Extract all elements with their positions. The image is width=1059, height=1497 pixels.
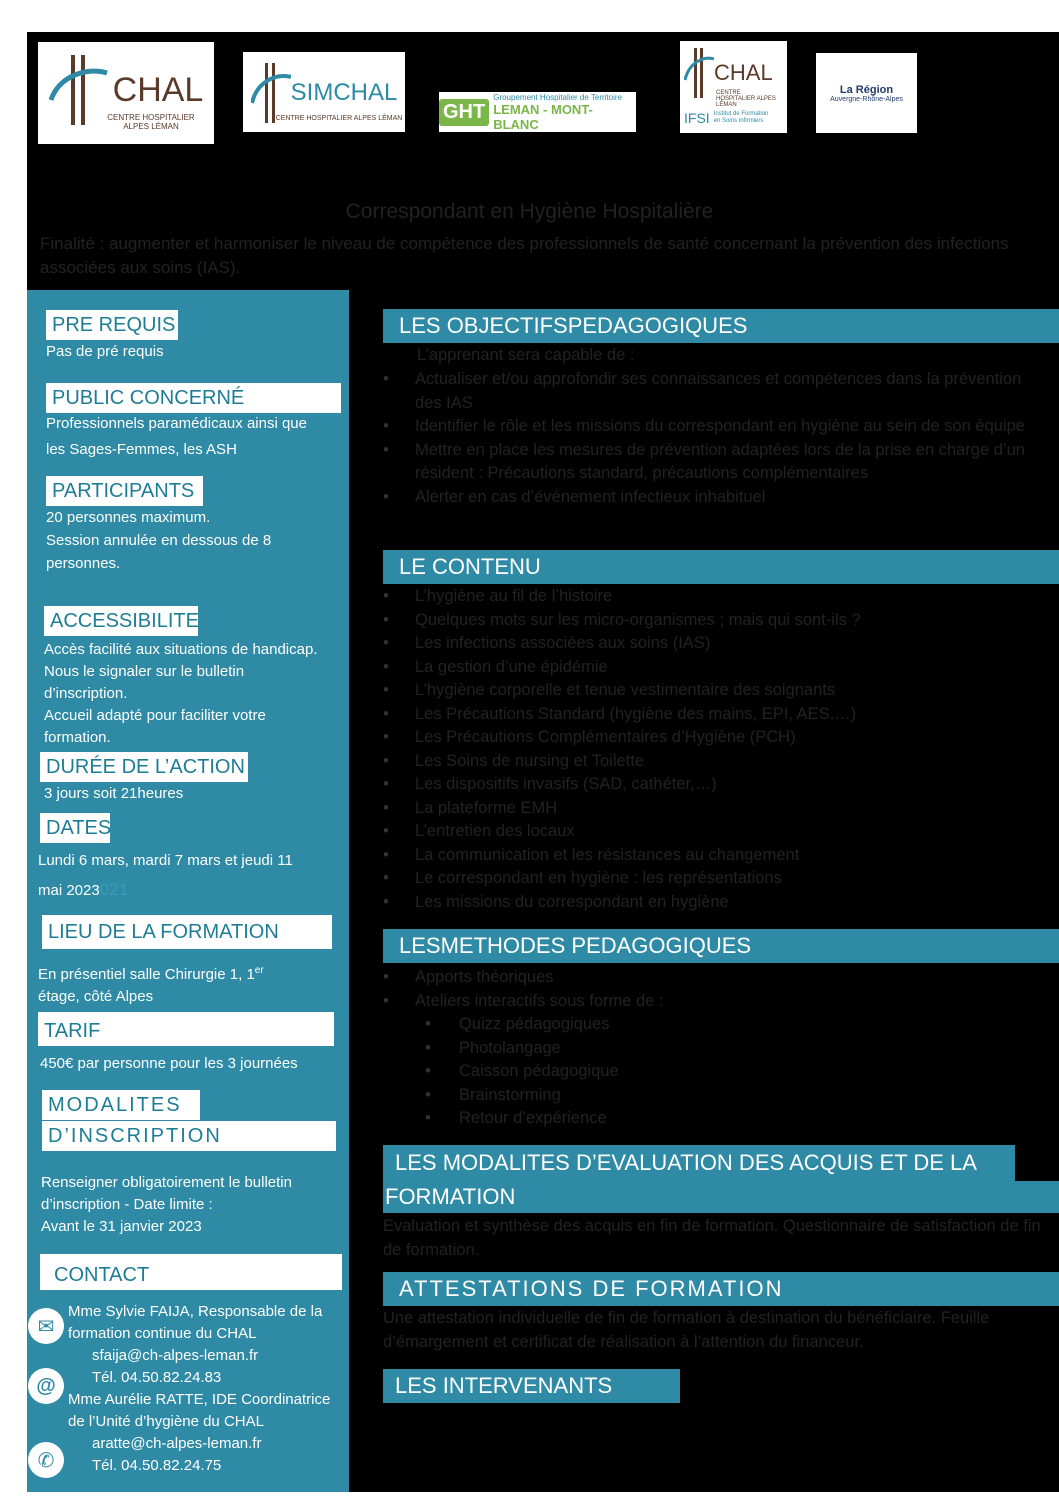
logo-region xyxy=(816,53,917,133)
contact-line: de l’Unité d’hygiène du CHAL xyxy=(68,1413,264,1430)
duree-text: 3 jours soit 21heures xyxy=(44,785,184,802)
methodes-list xyxy=(383,966,1043,1013)
ght-line2: LEMAN - MONT-BLANC xyxy=(493,101,593,132)
participants-text xyxy=(46,506,271,575)
methodes-sublist xyxy=(383,1013,1043,1131)
mail-icon: ✉ xyxy=(28,1308,64,1344)
list-item: • Retour d’expérience xyxy=(383,1107,1043,1131)
chal-logo-name: CHAL xyxy=(112,70,204,109)
contact-text xyxy=(68,1301,330,1477)
finalite-text: Finalité : augmenter et harmoniser le niveau de compétence des professionnels de santé concernant la prévention des infections associées aux soins (IAS). xyxy=(40,234,1009,277)
list-item: • Apports théoriques xyxy=(383,966,1043,990)
ifsi-logo-sub: CENTRE HOSPITALIER ALPES LÉMAN xyxy=(716,90,776,108)
list-item: • Caisson pédagogique xyxy=(383,1060,1043,1084)
public-line: Professionnels paramédicaux ainsi que xyxy=(46,415,307,432)
chal-logo-sub: CENTRE HOSPITALIER ALPES LÉMAN xyxy=(107,113,195,131)
simchal-logo-name: SIMCHAL xyxy=(290,78,398,106)
list-item: • Actualiser et/ou approfondir ses connaissances et compétences dans la prévention des IAS xyxy=(383,368,1043,415)
dates-text xyxy=(38,846,293,905)
accessibilite-line: formation. xyxy=(44,729,111,746)
list-item: • Identifier le rôle et les missions du correspondant en hygiène au sein de son équipe xyxy=(383,415,1043,439)
ifsi-emblem-icon xyxy=(684,48,714,98)
ifsi-abbr: IFSI xyxy=(684,110,710,126)
list-item: • L’hygiène corporelle et tenue vestimentaire des soignants xyxy=(383,679,1043,703)
contact-line: formation continue du CHAL xyxy=(68,1325,257,1342)
logo-ifsi xyxy=(680,41,787,133)
list-item: • Les Précautions Standard (hygiène des mains, EPI, AES,…) xyxy=(383,703,1043,727)
public-heading: PUBLIC CONCERNÉ xyxy=(46,383,341,413)
participants-line: 20 personnes maximum. xyxy=(46,509,211,526)
lieu-line-1 xyxy=(38,960,264,986)
list-item: • La gestion d’une épidémie xyxy=(383,656,1043,680)
contact-heading: CONTACT xyxy=(40,1254,342,1290)
participants-line: Session annulée en dessous de 8 xyxy=(46,532,272,549)
dates-line-2 xyxy=(38,875,293,905)
attestations-heading: ATTESTATIONS DE FORMATION xyxy=(383,1272,1059,1306)
accessibilite-line: Accès facilité aux situations de handicap. xyxy=(44,641,318,658)
list-item: • Les dispositifs invasifs (SAD, cathéter,…) xyxy=(383,773,1043,797)
lieu-sup: er xyxy=(254,965,264,976)
list-item: • La plateforme EMH xyxy=(383,797,1043,821)
lieu-text xyxy=(38,960,264,1008)
evaluation-text: Evaluation et synthèse des acquis en fin de formation. Questionnaire de satisfaction de fin de formation. xyxy=(383,1217,1041,1259)
simchal-emblem-icon xyxy=(251,63,291,123)
ifsi-logo-name: CHAL xyxy=(714,60,773,85)
public-line: les Sages-Femmes, les ASH xyxy=(46,441,237,458)
contact-line: Mme Aurélie RATTE, IDE Coordinatrice xyxy=(68,1391,331,1408)
phone-icon: ✆ xyxy=(28,1442,64,1478)
lieu-line: En présentiel salle Chirurgie 1, 1 xyxy=(38,966,255,983)
list-item: • L’hygiène au fil de l’histoire xyxy=(383,585,1043,609)
modalites-heading-2: D’INSCRIPTION xyxy=(42,1121,336,1151)
evaluation-heading-1: LES MODALITES D’EVALUATION DES ACQUIS ET DE LA xyxy=(383,1145,1015,1181)
contenu-heading: LE CONTENU xyxy=(383,550,1059,584)
contact-email[interactable]: sfaija@ch-alpes-leman.fr xyxy=(92,1347,259,1364)
list-item: • Mettre en place les mesures de prévention adaptées lors de la prise en charge d’un résident : Précautions standard, précautions complémentaires xyxy=(383,439,1043,486)
list-item: • Brainstorming xyxy=(383,1084,1043,1108)
ght-abbr: GHT xyxy=(439,99,489,126)
duree-heading: DURÉE DE L’ACTION xyxy=(40,752,248,782)
objectifs-list xyxy=(383,368,1043,509)
list-item: • Les missions du correspondant en hygiène xyxy=(383,891,1043,915)
intervenants-heading: LES INTERVENANTS xyxy=(383,1369,680,1403)
ght-line1: Groupement Hospitalier de Territoire xyxy=(493,92,623,102)
list-item: • Les Précautions Complémentaires d’Hygiène (PCH) xyxy=(383,726,1043,750)
modalites-line: d’inscription - Date limite : xyxy=(41,1196,213,1213)
dates-line: Lundi 6 mars, mardi 7 mars et jeudi 11 xyxy=(38,852,293,869)
public-text xyxy=(46,413,307,461)
list-item: • Le correspondant en hygiène : les représentations xyxy=(383,867,1043,891)
participants-line: personnes. xyxy=(46,555,121,572)
list-item: • La communication et les résistances au changement xyxy=(383,844,1043,868)
dates-line: mai 2023 xyxy=(38,882,100,899)
accessibilite-text xyxy=(44,639,318,749)
contact-phone: Tél. 04.50.82.24.83 xyxy=(92,1369,222,1386)
prerequis-text: Pas de pré requis xyxy=(46,343,164,360)
accessibilite-line: Nous le signaler sur le bulletin xyxy=(44,663,245,680)
contact-phone: Tél. 04.50.82.24.75 xyxy=(92,1457,222,1474)
tarif-heading: TARIF xyxy=(38,1012,334,1046)
modalites-heading-1: MODALITES xyxy=(42,1090,200,1120)
contenu-list xyxy=(383,585,1043,914)
region-logo-name: La Région xyxy=(839,83,894,96)
accessibilite-heading: ACCESSIBILITE xyxy=(44,606,198,636)
page-title: Correspondant en Hygiène Hospitalière xyxy=(345,200,714,223)
methodes-heading: LESMETHODES PEDAGOGIQUES xyxy=(383,929,1059,963)
dates-heading: DATES xyxy=(40,813,110,843)
accessibilite-line: Accueil adapté pour faciliter votre xyxy=(44,707,266,724)
modalites-line: Avant le 31 janvier 2023 xyxy=(41,1218,202,1235)
lieu-heading: LIEU DE LA FORMATION xyxy=(42,915,332,949)
at-icon: @ xyxy=(28,1368,64,1404)
logo-simchal xyxy=(243,52,405,132)
tarif-text: 450€ par personne pour les 3 journées xyxy=(40,1055,298,1072)
ifsi-line: Institut de Formation en Soins Infirmiers xyxy=(713,111,769,124)
dates-ghost: 021 xyxy=(99,880,129,899)
objectifs-heading: LES OBJECTIFSPEDAGOGIQUES xyxy=(383,309,1059,343)
contact-email[interactable]: aratte@ch-alpes-leman.fr xyxy=(92,1435,262,1452)
objectifs-intro: L’apprenant sera capable de : xyxy=(417,346,635,364)
contact-line: Mme Sylvie FAIJA, Responsable de la xyxy=(68,1303,323,1320)
modalites-line: Renseigner obligatoirement le bulletin xyxy=(41,1174,292,1191)
prerequis-heading: PRE REQUIS xyxy=(46,310,178,340)
modalites-text xyxy=(41,1172,292,1238)
lieu-line: étage, côté Alpes xyxy=(38,988,154,1005)
list-item: • Photolangage xyxy=(383,1037,1043,1061)
list-item: • L’entretien des locaux xyxy=(383,820,1043,844)
list-item: • Alerter en cas d’événement infectieux inhabituel xyxy=(383,486,1043,510)
list-item: • Quizz pédagogiques xyxy=(383,1013,1043,1037)
region-logo-sub: Auvergne-Rhône-Alpes xyxy=(830,95,903,103)
list-item: • Ateliers interactifs sous forme de : xyxy=(383,990,1043,1014)
participants-heading: PARTICIPANTS xyxy=(46,476,203,506)
list-item: • Quelques mots sur les micro-organismes ; mais qui sont-ils ? xyxy=(383,609,1043,633)
simchal-logo-sub: CENTRE HOSPITALIER ALPES LÉMAN xyxy=(275,114,403,122)
attestations-text: Une attestation individuelle de fin de formation à destination du bénéficiaire. Feuille d’émargement et certificat de réalisation à l’attention du financeur. xyxy=(383,1309,990,1351)
evaluation-heading-2: FORMATION xyxy=(383,1181,1059,1213)
logo-ght xyxy=(439,92,636,132)
list-item: • Les Soins de nursing et Toilette xyxy=(383,750,1043,774)
logo-chal xyxy=(38,42,214,144)
accessibilite-line: d’inscription. xyxy=(44,685,128,702)
list-item: • Les infections associées aux soins (IAS) xyxy=(383,632,1043,656)
